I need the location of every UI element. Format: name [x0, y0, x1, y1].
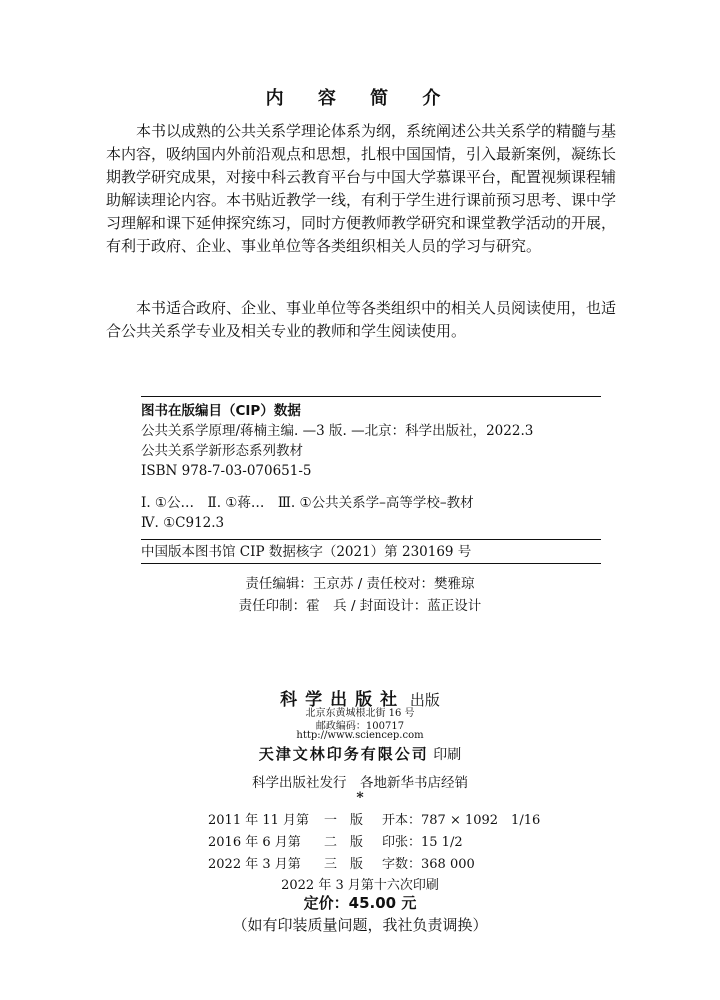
printer-name: 天津文林印务有限公司: [258, 745, 429, 763]
price: 定价：45.00 元: [303, 894, 417, 912]
cip-classification-2: Ⅳ. ①C912.3: [141, 515, 225, 531]
edition-row: [208, 854, 540, 876]
edition-list: [208, 810, 540, 876]
edition-number: 一 版: [324, 813, 364, 828]
publisher-address: 北京东黄城根北街 16 号: [305, 708, 415, 719]
cip-title: 图书在版编目（CIP）数据: [141, 403, 301, 419]
distribution-line: 科学出版社发行 各地新华书店经销: [252, 775, 468, 791]
edition-number: 二 版: [324, 835, 364, 850]
cip-line-1: 公共关系学原理/蒋楠主编. —3 版. —北京：科学出版社，2022.3: [141, 423, 534, 439]
cip-classification-1: Ⅰ. ①公… Ⅱ. ①蒋… Ⅲ. ①公共关系学–高等学校–教材: [141, 495, 474, 511]
edition-date: 2016 年 6 月第: [208, 835, 301, 850]
separator-star: *: [356, 790, 364, 806]
printer-suffix: 印刷: [433, 747, 462, 763]
edition-row: [208, 810, 540, 832]
cip-line-2: 公共关系学新形态系列教材: [141, 443, 303, 459]
printing-info: 2022 年 3 月第十六次印刷: [281, 878, 439, 893]
summary-paragraph-1: 本书以成熟的公共关系学理论体系为纲，系统阐述公共关系学的精髓与基本内容，吸纳国内外前沿观点和思想，扎根中国国情，引入最新案例，凝练长期教学研究成果，对接中科云教育平台与中国大学慕课平台，配置视频课程辅助解读理论内容。本书贴近教学一线，有利于学生进行课前预习思考、课中学习理解和课下延伸探究练习，同时方便教师教学研究和课堂教学活动的开展，有利于政府、企业、事业单位等各类组织相关人员的学习与研究。: [106, 122, 617, 255]
edition-spec: 印张：15 1/2: [382, 835, 463, 850]
cip-isbn: ISBN 978-7-03-070651-5: [141, 463, 312, 479]
publisher-website: http://www.sciencep.com: [296, 730, 424, 741]
edition-number: 三 版: [324, 857, 364, 872]
summary-paragraph-2: 本书适合政府、企业、事业单位等各类组织中的相关人员阅读使用，也适合公共关系学专业及相关专业的教师和学生阅读使用。: [106, 299, 617, 340]
cip-verification: 中国版本图书馆 CIP 数据核字（2021）第 230169 号: [141, 539, 601, 564]
staff-line-1: 责任编辑：王京苏 / 责任校对：樊雅琼: [245, 576, 475, 592]
edition-row: [208, 832, 540, 854]
cip-block: [141, 396, 601, 564]
page-title: 内 容 简 介: [265, 88, 455, 109]
publisher-suffix: 出版: [409, 691, 440, 709]
publisher-postcode: 邮政编码：100717: [315, 721, 405, 732]
printer-line: [0, 743, 720, 764]
edition-spec: 开本：787 × 1092 1/16: [382, 813, 541, 828]
edition-date: 2022 年 3 月第: [208, 857, 301, 872]
staff-line-2: 责任印制：霍 兵 / 封面设计：蓝正设计: [238, 598, 482, 614]
publisher-name: 科学出版社: [280, 690, 406, 710]
quality-notice: （如有印装质量问题，我社负责调换）: [232, 916, 488, 934]
edition-spec: 字数：368 000: [382, 857, 475, 872]
edition-date: 2011 年 11 月第: [208, 813, 310, 828]
